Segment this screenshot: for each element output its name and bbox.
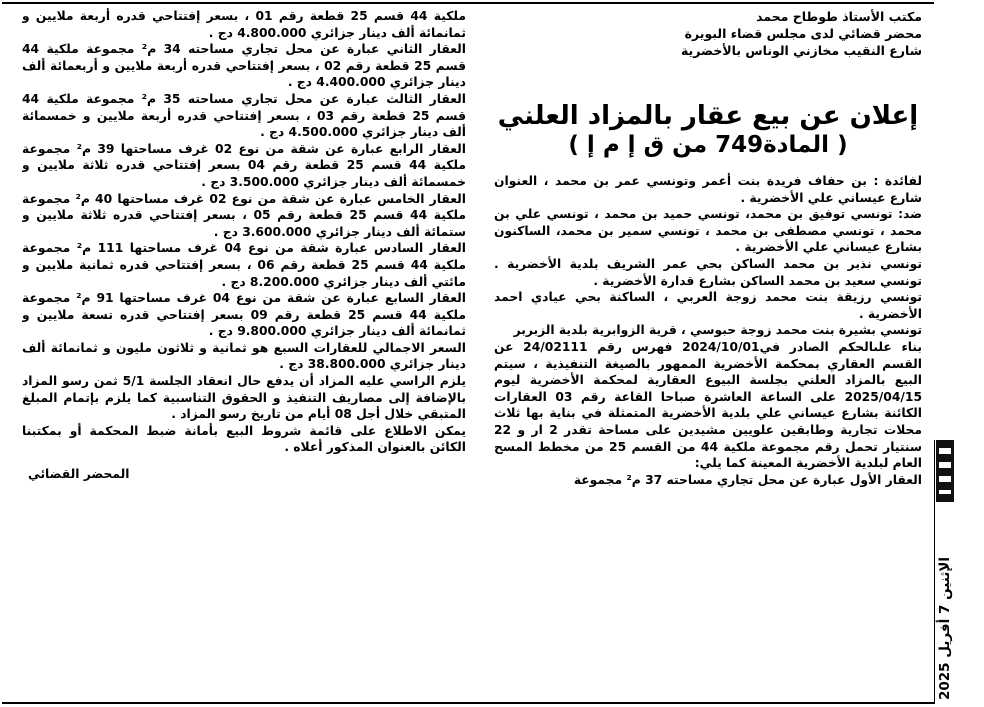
paragraph-property-5: العقار الخامس عبارة عن شقة من نوع 02 غرف مساحتها 40 م² مجموعة ملكية 44 قسم 25 قطعة رقم 05 ، بسعر إفتتاحي قدره ثلاثة ملايين و ستمائة ألف دينار جزائري 3.600.000 دج . (22, 191, 466, 239)
issue-date: الإثنين 7 أفريل 2025 (937, 557, 953, 700)
side-divider (934, 440, 935, 704)
side-strip (936, 440, 954, 702)
paragraph-against: ضد: تونسي توفيق بن محمد، تونسي حميد بن محمد ، تونسي علي بن محمد ، تونسي مصطفى بن محمد ، تونسي سمير بن محمد، الساكنون بشارع عيساني علي الأخضرية . (494, 207, 922, 255)
paragraph-beneficiary: لفائدة : بن حفاف فريدة بنت أعمر وتونسي عمر بن محمد ، العنوان شارع عيساني علي الأخضرية . (494, 174, 922, 205)
paragraph-payment-terms: يلزم الراسي عليه المزاد أن يدفع حال انعقاد الجلسة 5/1 ثمن رسو المزاد بالإضافة إلى مصاريف التنفيذ و الحقوق التناسبية كما يلزم بإتمام المبلغ المتبقي خلال أجل 08 أيام من تاريخ رسو المزاد . (22, 374, 466, 422)
paragraph-defendants-4: تونسي بشيرة بنت محمد زوجة حبوسي ، قرية الزوابرية بلدية الزبربر (513, 323, 922, 338)
bottom-rule (8, 703, 932, 704)
paragraph-property-1-end: ملكية 44 قسم 25 قطعة رقم 01 ، بسعر إفتتاحي قدره أربعة ملايين و ثمانمائة ألف دينار جزائري 4.800.000 دج . (22, 9, 466, 40)
paragraph-defendants-2: تونسي نذير بن محمد الساكن بحي عمر الشريف بلدية الأخضرية . تونسي سعيد بن محمد الساكن بشارع قدارة الأخضرية . (494, 256, 922, 288)
office-header (494, 8, 922, 59)
paragraph-property-2: العقار الثاني عبارة عن محل تجاري مساحته 34 م² مجموعة ملكية 44 قسم 25 قطعة رقم 02 ، بسعر إفتتاحي قدره أربعة ملايين و أربعمائة ألف دينار جزائري 4.400.000 دج . (22, 42, 466, 90)
paragraph-property-4: العقار الرابع عبارة عن شقة من نوع 02 غرف مساحتها 39 م² مجموعة ملكية 44 قسم 25 قطعة رقم 04 بسعر إفتتاحي قدره ثلاثة ملايين و خمسمائة ألف دينار جزائري 3.500.000 دج . (22, 141, 466, 189)
paragraph-defendants-3: تونسي رزيقة بنت محمد زوجة العربي ، الساكنة بحي عيادي احمد الأخضرية . (494, 290, 922, 321)
signature: المحضر القضائي (28, 467, 130, 482)
office-role: محضر قضائي لدى مجلس قضاء البويرة (684, 26, 922, 41)
office-address: شارع النقيب مخازني الوناس بالأخضرية (680, 43, 922, 58)
paragraph-property-6: العقار السادس عبارة شقة من نوع 04 غرف مساحتها 111 م² مجموعة ملكية 44 قسم 25 قطعة رقم 06 ، بسعر إفتتاحي قدره ثمانية ملايين و مائتي ألف دينار جزائري 8.200.000 دج . (22, 241, 466, 289)
paragraph-judgment: بناء علىالحكم الصادر في2024/10/01 فهرس رقم 24/02111 عن القسم العقاري بمحكمة الأخضرية الممهور بالصيغة التنفيذية ، سيتم البيع بالمزاد العلني بجلسة البيوع العقارية لمحكمة الأخضرية ليوم 2025/04/15 على الساعة العاشرة صباحا القاعة رقم 03 العقارات الكائنة بشارع عيساني علي بلدية الأخضرية المتمثلة في بناية بها ثلاث محلات تجارية وطابقين علويين مشيدين على مساحة تقدر 2 ار و 22 سنتيار تحمل رقم مجموعة ملكية 44 من القسم 25 من مخطط المسح العام لبلدية الأخضرية المعينة كما يلي: (494, 339, 922, 471)
paragraph-property-3: العقار الثالث عبارة عن محل تجاري مساحته 35 م² مجموعة ملكية 44 قسم 25 قطعة رقم 03 ، بسعر إفتتاحي قدره أربعة ملايين و خمسمائة ألف دينار جزائري 4.500.000 دج . (22, 91, 466, 140)
paragraph-property-7: العقار السابع عبارة عن شقة من نوع 04 غرف مساحتها 91 م² مجموعة ملكية 44 قسم 25 قطعة رقم 09 بسعر إفتتاحي قدره تسعة ملايين و ثمانمائة ألف دينار جزائري 9.800.000 دج . (22, 291, 466, 339)
right-column (494, 8, 922, 698)
office-name: مكتب الأستاذ طوطاح محمد (756, 9, 922, 24)
newspaper-logo-icon (936, 440, 954, 502)
paragraph-conditions: يمكن الاطلاع على قائمة شروط البيع بأمانة ضبط المحكمة أو بمكتبنا الكائن بالعنوان المذكور أعلاه . (22, 423, 466, 455)
notice-title: إعلان عن بيع عقار بالمزاد العلني (497, 101, 919, 131)
left-column (22, 8, 466, 698)
paragraph-property-1-start: العقار الأول عبارة عن محل تجاري مساحته 37 م² مجموعة (573, 472, 922, 487)
paragraph-total-price: السعر الاجمالي للعقارات السبع هو ثمانية و ثلاثون مليون و ثمانمائة ألف دينار جزائري 38.800.000 دج . (22, 340, 466, 372)
notice-subtitle: ( المادة749 من ق إ م إ ) (568, 132, 848, 158)
